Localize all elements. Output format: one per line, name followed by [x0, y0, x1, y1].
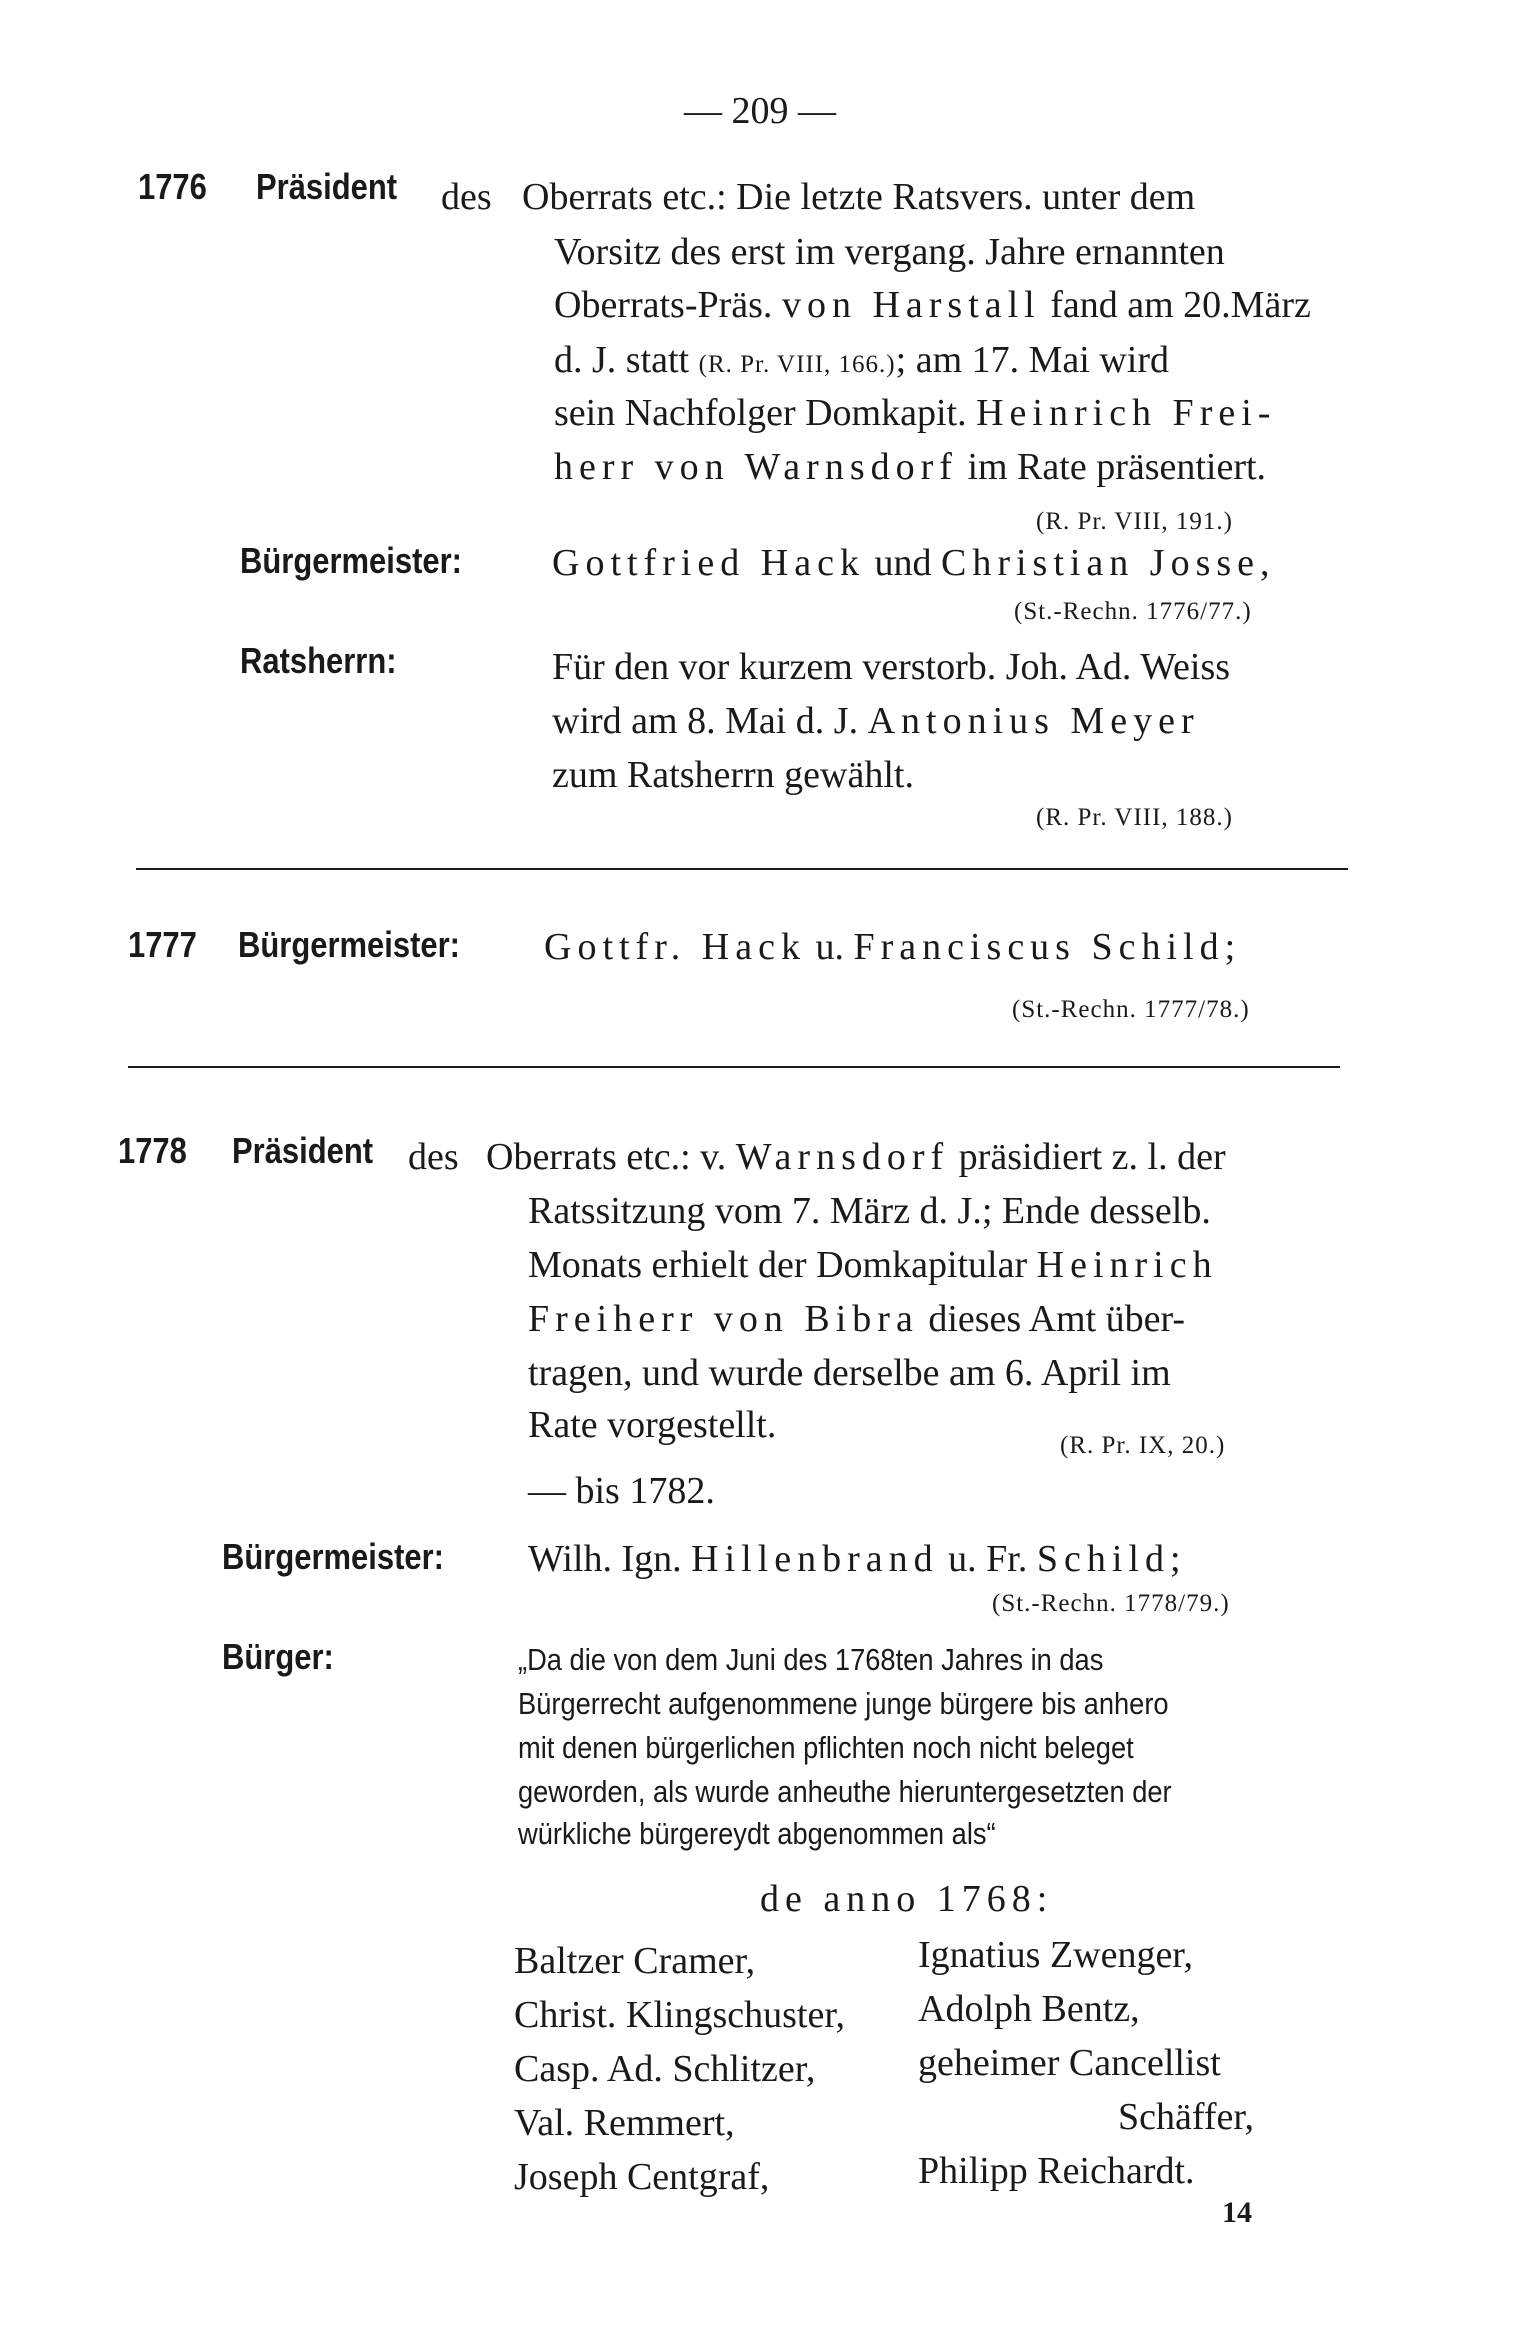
list-item: Casp. Ad. Schlitzer,	[514, 2048, 816, 2090]
signature-mark: 14	[1222, 2196, 1252, 2229]
label-praesident-1776: Präsident	[256, 166, 398, 207]
page-number: — 209 —	[684, 90, 836, 132]
label-buergermeister-1778: Bürgermeister:	[222, 1536, 444, 1577]
quote-line-5: würkliche bürgereydt abgenommen als“	[518, 1816, 996, 1851]
year-1776: 1776	[138, 166, 207, 207]
text-1776-line-4c: ; am 17. Mai wird	[895, 339, 1169, 381]
list-item: geheimer Cancellist	[918, 2042, 1221, 2084]
text-1778-line-7: — bis 1782.	[528, 1470, 715, 1512]
text-1776-line-3	[554, 278, 1311, 332]
name-gottfried-hack: Gottfried Hack	[552, 542, 865, 584]
quote-line-3: mit denen bürgerlichen pflichten noch nicht beleget	[518, 1730, 1134, 1765]
councillor-1776-line-1: Für den vor kurzem verstorb. Joh. Ad. Weiss	[552, 646, 1231, 688]
text-1776-line-4a: d. J. statt	[554, 339, 690, 381]
source-ref-1778-1: (R. Pr. IX, 20.)	[1060, 1432, 1226, 1459]
list-item: Christ. Klingschuster,	[514, 1994, 845, 2036]
name-gottfr-hack: Gottfr. Hack	[544, 926, 806, 968]
name-franciscus-schild: Franciscus Schild;	[853, 926, 1242, 968]
text-1776-line-4	[554, 333, 1169, 392]
text-1778-line-6: Rate vorgestellt.	[528, 1404, 777, 1446]
mayors-1776	[552, 536, 1276, 590]
divider-2	[128, 1066, 1340, 1068]
text-1776-line-3a: Oberrats-Präs.	[554, 284, 773, 326]
list-item: Ignatius Zwenger,	[918, 1934, 1193, 1976]
text-1778-line-4b: dieses Amt über-	[928, 1298, 1186, 1340]
text-1778-line-1c: präsidiert z. l. der	[958, 1136, 1226, 1178]
label-des-1778: des	[408, 1136, 459, 1178]
list-item: Schäffer,	[1118, 2096, 1254, 2138]
label-praesident-1778: Präsident	[232, 1130, 374, 1171]
source-ref-1776-1: (R. Pr. VIII, 191.)	[1036, 508, 1234, 535]
name-heinrich: Heinrich	[1036, 1244, 1218, 1286]
name-antonius-meyer: Antonius Meyer	[867, 700, 1200, 742]
names-right-column	[918, 1928, 1254, 2198]
text-1778-line-2: Ratssitzung vom 7. März d. J.; Ende desselb.	[528, 1190, 1211, 1232]
quote-line-4: geworden, als wurde anheuthe hieruntergesetzten der	[518, 1774, 1172, 1809]
text-1776-line-1: Oberrats etc.: Die letzte Ratsvers. unter dem	[522, 176, 1196, 218]
year-1778: 1778	[118, 1130, 187, 1171]
name-heinrich-frei: Heinrich Frei-	[976, 392, 1277, 434]
source-ref-1776-3: (R. Pr. VIII, 188.)	[1036, 804, 1234, 831]
text-1776-line-6b: im Rate präsentiert.	[967, 446, 1267, 488]
text-1778-line-3a: Monats erhielt der Domkapitular	[528, 1244, 1028, 1286]
text-1778-line-3	[528, 1238, 1218, 1292]
text-1778-line-5: tragen, und wurde derselbe am 6. April im	[528, 1352, 1171, 1394]
label-buerger-1778: Bürger:	[222, 1636, 334, 1677]
list-item: Joseph Centgraf,	[514, 2156, 770, 2198]
word-u-1777: u.	[815, 926, 844, 968]
anno-heading: de anno 1768:	[760, 1878, 1054, 1920]
text-1776-line-2: Vorsitz des erst im vergang. Jahre ernannten	[554, 231, 1225, 273]
councillor-1776-line-3: zum Ratsherrn gewählt.	[552, 754, 914, 796]
source-ref-inline: (R. Pr. VIII, 166.)	[698, 351, 896, 378]
mayors-1777	[544, 920, 1241, 974]
quote-line-1: „Da die von dem Juni des 1768ten Jahres in das	[518, 1642, 1104, 1677]
quote-line-2: Bürgerrecht aufgenommene junge bürgere bis anhero	[518, 1686, 1169, 1721]
name-christian-josse: Christian Josse,	[940, 542, 1276, 584]
text-1776-line-5a: sein Nachfolger Domkapit.	[554, 392, 967, 434]
name-wilh-ign: Wilh. Ign.	[528, 1538, 682, 1580]
names-left-column	[514, 1934, 845, 2204]
mayors-1778	[528, 1532, 1187, 1586]
name-schild: Schild;	[1036, 1538, 1187, 1580]
text-1778-line-4	[528, 1292, 1185, 1346]
word-und: und	[874, 542, 932, 584]
source-ref-1776-2: (St.-Rechn. 1776/77.)	[1014, 598, 1252, 625]
list-item: Philipp Reichardt.	[918, 2150, 1195, 2192]
text-u-fr: u. Fr.	[948, 1538, 1028, 1580]
text-1776-line-3c: fand am 20.März	[1050, 284, 1311, 326]
label-buergermeister-1776: Bürgermeister:	[240, 540, 462, 581]
text-1778-line-1a: Oberrats etc.: v.	[486, 1136, 727, 1178]
source-ref-1778-2: (St.-Rechn. 1778/79.)	[992, 1590, 1230, 1617]
name-freiherr-von-bibra: Freiherr von Bibra	[528, 1298, 919, 1340]
label-ratsherrn-1776: Ratsherrn:	[240, 640, 397, 681]
name-warnsdorf: Warnsdorf	[735, 1136, 950, 1178]
councillor-1776-line-2a: wird am 8. Mai d. J.	[552, 700, 859, 742]
text-1776-line-6	[554, 440, 1266, 494]
list-item: Baltzer Cramer,	[514, 1940, 756, 1982]
councillor-1776-line-2	[552, 694, 1200, 748]
name-von-harstall: von Harstall	[781, 284, 1041, 326]
name-hillenbrand: Hillenbrand	[691, 1538, 939, 1580]
label-buergermeister-1777: Bürgermeister:	[238, 924, 460, 965]
text-1776-line-5	[554, 386, 1276, 440]
name-herr-von-warnsdorf: herr von Warnsdorf	[554, 446, 958, 488]
divider-1	[136, 868, 1348, 870]
list-item: Val. Remmert,	[514, 2102, 735, 2144]
source-ref-1777: (St.-Rechn. 1777/78.)	[1012, 996, 1250, 1023]
label-des-1776: des	[441, 176, 492, 218]
text-1778-line-1	[486, 1130, 1226, 1184]
list-item: Adolph Bentz,	[918, 1988, 1140, 2030]
year-1777: 1777	[128, 924, 197, 965]
